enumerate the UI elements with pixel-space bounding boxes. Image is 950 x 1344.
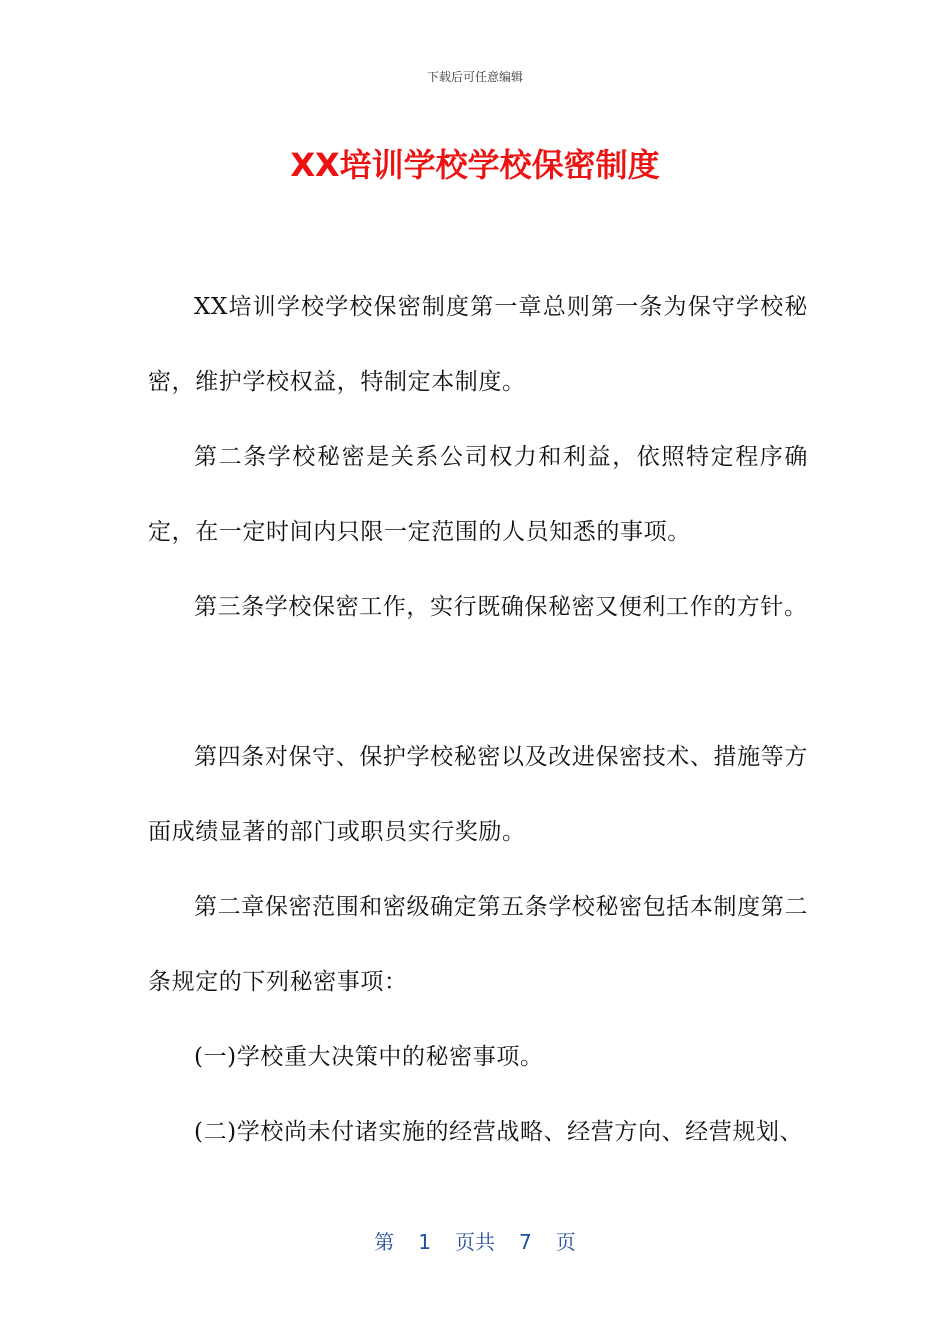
footer-middle: 页共 — [455, 1230, 495, 1254]
paragraph-1: XX培训学校学校保密制度第一章总则第一条为保守学校秘密，维护学校权益，特制定本制度。 — [148, 294, 808, 395]
total-page-count: 7 — [519, 1230, 532, 1254]
paragraph-5: 第二章保密范围和密级确定第五条学校秘密包括本制度第二条规定的下列秘密事项： — [148, 894, 808, 995]
paragraph-4: 第四条对保守、保护学校秘密以及改进保密技术、措施等方面成绩显著的部门或职员实行奖励。 — [148, 744, 808, 845]
paragraph-spacer — [148, 645, 808, 720]
paragraph-7: (二)学校尚未付诸实施的经营战略、经营方向、经营规划、 — [194, 1119, 804, 1145]
paragraph-6: (一)学校重大决策中的秘密事项。 — [194, 1044, 544, 1070]
page-footer — [0, 1226, 950, 1255]
header-note: 下载后可任意编辑 — [426, 70, 523, 84]
document-title: XX培训学校学校保密制度 — [290, 146, 660, 184]
current-page-number: 1 — [418, 1230, 431, 1254]
footer-prefix: 第 — [374, 1230, 395, 1254]
document-body — [148, 270, 808, 1170]
paragraph-3: 第三条学校保密工作，实行既确保秘密又便利工作的方针。 — [194, 594, 808, 620]
paragraph-2: 第二条学校秘密是关系公司权力和利益，依照特定程序确定，在一定时间内只限一定范围的人员知悉的事项。 — [148, 444, 808, 545]
footer-suffix: 页 — [555, 1230, 576, 1254]
